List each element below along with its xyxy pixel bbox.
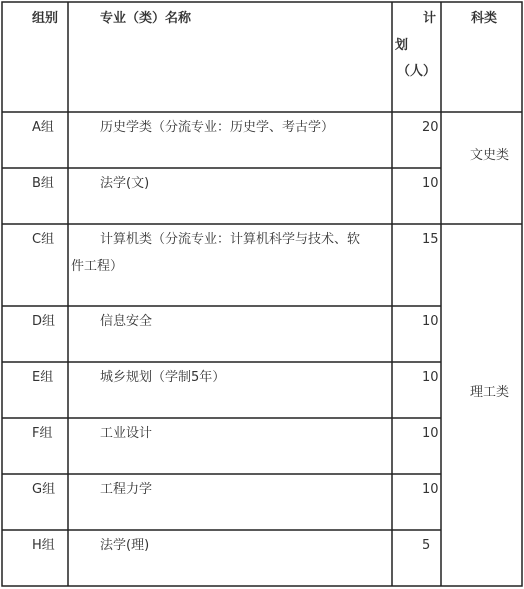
row-b-group: B组 [32, 176, 54, 191]
row-a-major: 历史学类（分流专业：历史学、考古学） [100, 120, 335, 135]
row-c-plan: 15 [422, 232, 439, 247]
row-d-group: D组 [32, 314, 56, 329]
header-plan-line-3: （人） [397, 64, 437, 79]
row-g-plan: 10 [422, 482, 439, 497]
row-g-group: G组 [32, 482, 56, 497]
row-b-major: 法学(文) [100, 176, 150, 191]
row-d-plan: 10 [422, 314, 439, 329]
row-h-group: H组 [32, 538, 55, 553]
row-e-major: 城乡规划（学制5年） [100, 370, 226, 385]
header-plan-line-2: 划 [395, 38, 409, 53]
row-b-plan: 10 [422, 176, 439, 191]
header-plan-line-1: 计 [423, 11, 437, 26]
row-h-major: 法学(理) [100, 538, 150, 553]
row-f-plan: 10 [422, 426, 439, 441]
header-category: 科类 [471, 11, 498, 26]
row-e-group: E组 [32, 370, 54, 385]
category-science-engineering: 理工类 [470, 385, 510, 400]
header-major: 专业（类）名称 [100, 11, 192, 26]
header-group: 组别 [32, 11, 59, 26]
row-g-major: 工程力学 [100, 482, 153, 497]
row-c-major-line-1: 计算机类（分流专业：计算机科学与技术、软 [100, 232, 361, 247]
row-a-plan: 20 [422, 120, 439, 135]
row-f-group: F组 [32, 426, 53, 441]
row-d-major: 信息安全 [100, 314, 153, 329]
row-f-major: 工业设计 [100, 426, 153, 441]
row-c-group: C组 [32, 232, 55, 247]
row-c-major-line-2: 件工程） [71, 259, 124, 274]
row-h-plan: 5 [422, 538, 431, 553]
row-a-group: A组 [32, 120, 54, 135]
category-liberal-arts: 文史类 [470, 148, 510, 163]
row-e-plan: 10 [422, 370, 439, 385]
